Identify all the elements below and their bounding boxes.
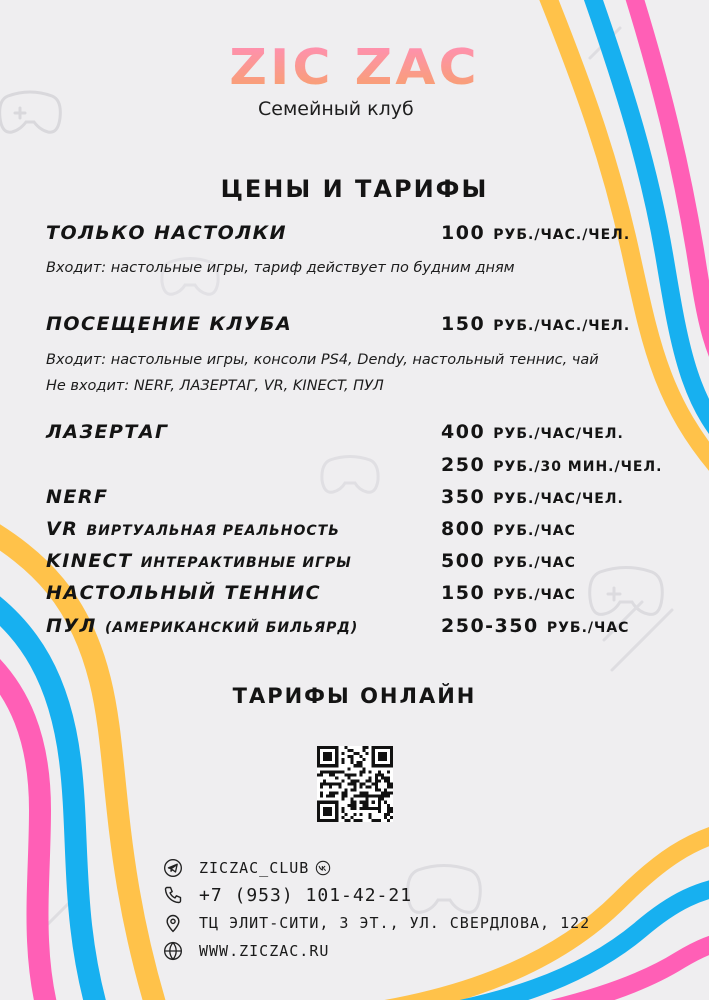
price-value: 350 — [441, 486, 486, 508]
prices-heading: ЦЕНЫ И ТАРИФЫ — [220, 175, 489, 203]
gamepad-icon — [0, 92, 60, 132]
contact-phone[interactable] — [163, 883, 412, 907]
service-subtitle: ИНТЕРАКТИВНЫЕ ИГРЫ — [140, 555, 352, 571]
tariff-name: ПОСЕЩЕНИЕ КЛУБА — [46, 313, 293, 335]
service-price — [441, 550, 576, 572]
price-value: 400 — [441, 421, 486, 443]
price-unit: РУБ./30 МИН./ЧЕЛ. — [493, 459, 663, 475]
qr-code[interactable] — [317, 746, 393, 822]
brand-tagline: Семейный клуб — [258, 98, 414, 120]
contact-telegram[interactable] — [163, 856, 331, 880]
gamepad-icon — [322, 457, 378, 493]
globe-icon — [163, 941, 183, 961]
service-title: KINECT — [46, 550, 133, 572]
price-value: 800 — [441, 518, 486, 540]
online-heading: ТАРИФЫ ОНЛАЙН — [232, 684, 477, 708]
price-value: 500 — [441, 550, 486, 572]
website-url: WWW.ZICZAC.RU — [199, 942, 330, 960]
brand-logo: ZIC ZAC — [0, 41, 709, 94]
service-name-lasertag: ЛАЗЕРТАГ — [46, 421, 169, 443]
location-pin-icon — [163, 913, 183, 933]
gamepad-icon — [408, 866, 481, 913]
service-name-kinect — [46, 550, 352, 572]
tariff-price — [441, 313, 630, 335]
price-unit: РУБ./ЧАС — [546, 620, 630, 636]
gamepad-icon — [590, 568, 663, 615]
phone-icon — [163, 885, 183, 905]
service-price — [441, 454, 662, 476]
price-unit: РУБ./ЧАС — [493, 523, 576, 539]
address-text: ТЦ ЭЛИТ-СИТИ, 3 ЭТ., УЛ. СВЕРДЛОВА, 122 — [199, 914, 591, 932]
price-value: 250-350 — [441, 615, 539, 637]
tariff-note: Входит: настольные игры, тариф действует по будним дням — [46, 260, 515, 276]
contact-address[interactable] — [163, 911, 590, 935]
service-title: VR — [46, 518, 79, 540]
tariff-price — [441, 222, 630, 244]
service-price — [441, 421, 624, 443]
price-unit: РУБ./ЧАС — [493, 555, 576, 571]
service-title: ПУЛ — [46, 615, 97, 637]
price-unit: РУБ./ЧАС — [493, 587, 576, 603]
telegram-icon — [163, 858, 183, 878]
price-unit: РУБ./ЧАС/ЧЕЛ. — [493, 491, 624, 507]
service-price — [441, 518, 576, 540]
vk-icon[interactable] — [315, 860, 331, 876]
tariff-note: Не входит: NERF, ЛАЗЕРТАГ, VR, KINECT, ПУЛ — [46, 378, 384, 394]
price-unit: РУБ./ЧАС/ЧЕЛ. — [493, 426, 624, 442]
tariff-name: ТОЛЬКО НАСТОЛКИ — [46, 222, 288, 244]
service-name-vr — [46, 518, 340, 540]
service-price — [441, 582, 576, 604]
price-value: 250 — [441, 454, 486, 476]
service-name-table-tennis: НАСТОЛЬНЫЙ ТЕННИС — [46, 582, 322, 604]
service-subtitle: ВИРТУАЛЬНАЯ РЕАЛЬНОСТЬ — [86, 523, 340, 539]
service-price — [441, 486, 624, 508]
service-name-pool — [46, 615, 358, 637]
price-value: 100 — [441, 222, 486, 244]
phone-number: +7 (953) 101-42-21 — [199, 884, 413, 906]
price-unit: РУБ./ЧАС./ЧЕЛ. — [493, 318, 631, 334]
service-price — [441, 615, 629, 637]
tariff-note: Входит: настольные игры, консоли PS4, Dendy, настольный теннис, чай — [46, 352, 599, 368]
price-unit: РУБ./ЧАС./ЧЕЛ. — [493, 227, 631, 243]
service-subtitle: (АМЕРИКАНСКИЙ БИЛЬЯРД) — [104, 620, 359, 636]
contact-website[interactable] — [163, 939, 329, 963]
price-value: 150 — [441, 582, 486, 604]
service-name-nerf: NERF — [46, 486, 109, 508]
price-value: 150 — [441, 313, 486, 335]
telegram-handle: ZICZAC_CLUB — [199, 859, 310, 877]
